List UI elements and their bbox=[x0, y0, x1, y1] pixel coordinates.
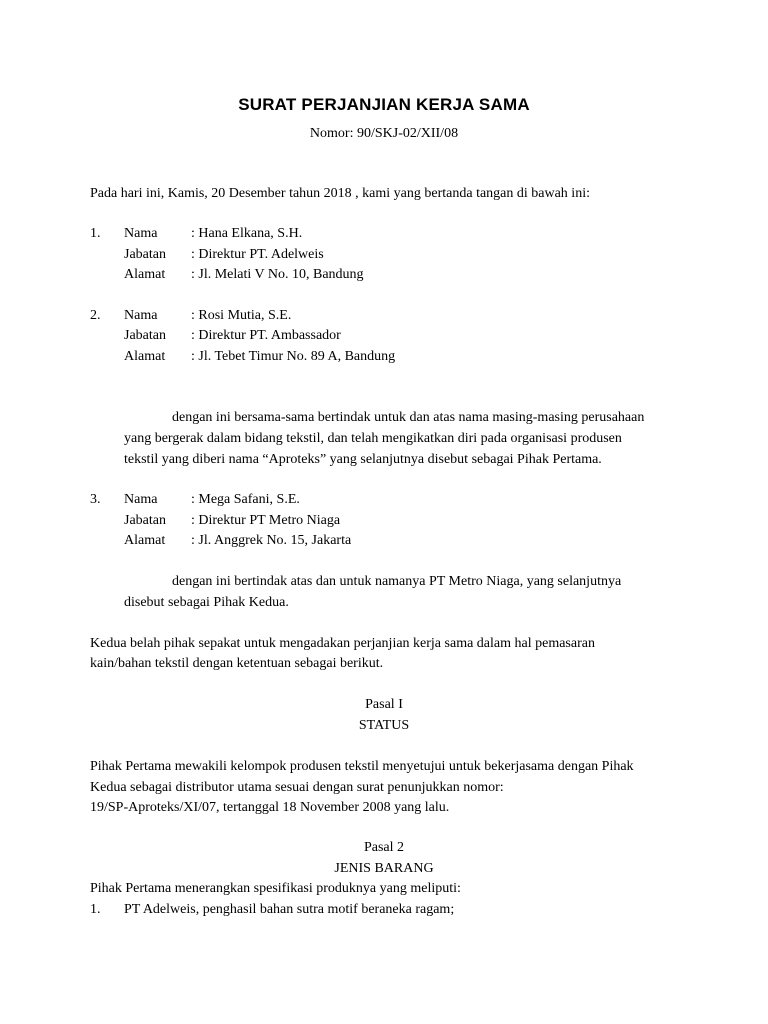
pasal-body-line: Pihak Pertama mewakili kelompok produsen tekstil menyetujui untuk bekerjasama dengan Pihak bbox=[90, 759, 634, 774]
name-label: Nama bbox=[124, 492, 158, 507]
pasal-body-line: Kedua sebagai distributor utama sesuai dengan surat penunjukkan nomor: bbox=[90, 780, 504, 795]
address-label: Alamat bbox=[124, 267, 166, 282]
address-value: : Jl. Anggrek No. 15, Jakarta bbox=[191, 533, 352, 548]
position-value: : Direktur PT. Adelweis bbox=[191, 247, 324, 262]
position-label: Jabatan bbox=[124, 247, 166, 262]
statement-line: dengan ini bersama-sama bertindak untuk dan atas nama masing-masing perusahaan bbox=[172, 410, 645, 425]
address-value: : Jl. Tebet Timur No. 89 A, Bandung bbox=[191, 349, 396, 364]
pasal-subheading: STATUS bbox=[358, 718, 410, 733]
party-number: 1. bbox=[90, 226, 101, 241]
pasal-heading: Pasal I bbox=[365, 697, 403, 712]
pasal-subheading: JENIS BARANG bbox=[334, 861, 434, 876]
list-item-number: 1. bbox=[90, 902, 101, 917]
pasal-body-line: 19/SP-Aproteks/XI/07, tertanggal 18 November 2008 yang lalu. bbox=[90, 800, 450, 815]
pasal-heading: Pasal 2 bbox=[363, 840, 405, 855]
agreement-line: Kedua belah pihak sepakat untuk mengadakan perjanjian kerja sama dalam hal pemasaran bbox=[90, 636, 595, 651]
statement-line: tekstil yang diberi nama “Aproteks” yang selanjutnya disebut sebagai Pihak Pertama. bbox=[124, 452, 602, 467]
opening-paragraph: Pada hari ini, Kamis, 20 Desember tahun 2018 , kami yang bertanda tangan di bawah ini: bbox=[90, 186, 590, 201]
party-number: 3. bbox=[90, 492, 101, 507]
document-number: Nomor: 90/SKJ-02/XII/08 bbox=[309, 126, 459, 141]
address-value: : Jl. Melati V No. 10, Bandung bbox=[191, 267, 364, 282]
address-label: Alamat bbox=[124, 349, 166, 364]
document-title: SURAT PERJANJIAN KERJA SAMA bbox=[238, 95, 530, 114]
position-value: : Direktur PT. Ambassador bbox=[191, 328, 341, 343]
position-label: Jabatan bbox=[124, 513, 166, 528]
name-label: Nama bbox=[124, 226, 158, 241]
list-item-text: PT Adelweis, penghasil bahan sutra motif beraneka ragam; bbox=[124, 902, 455, 917]
name-label: Nama bbox=[124, 308, 158, 323]
statement-line: disebut sebagai Pihak Kedua. bbox=[124, 595, 289, 610]
statement-line: dengan ini bertindak atas dan untuk namanya PT Metro Niaga, yang selanjutnya bbox=[172, 574, 622, 589]
position-label: Jabatan bbox=[124, 328, 166, 343]
name-value: : Mega Safani, S.E. bbox=[191, 492, 300, 507]
address-label: Alamat bbox=[124, 533, 166, 548]
agreement-line: kain/bahan tekstil dengan ketentuan sebagai berikut. bbox=[90, 656, 384, 671]
statement-line: yang bergerak dalam bidang tekstil, dan telah mengikatkan diri pada organisasi produsen bbox=[124, 431, 622, 446]
party-number: 2. bbox=[90, 308, 101, 323]
name-value: : Rosi Mutia, S.E. bbox=[191, 308, 292, 323]
position-value: : Direktur PT Metro Niaga bbox=[191, 513, 341, 528]
pasal-intro: Pihak Pertama menerangkan spesifikasi produknya yang meliputi: bbox=[90, 881, 461, 896]
name-value: : Hana Elkana, S.H. bbox=[191, 226, 303, 241]
